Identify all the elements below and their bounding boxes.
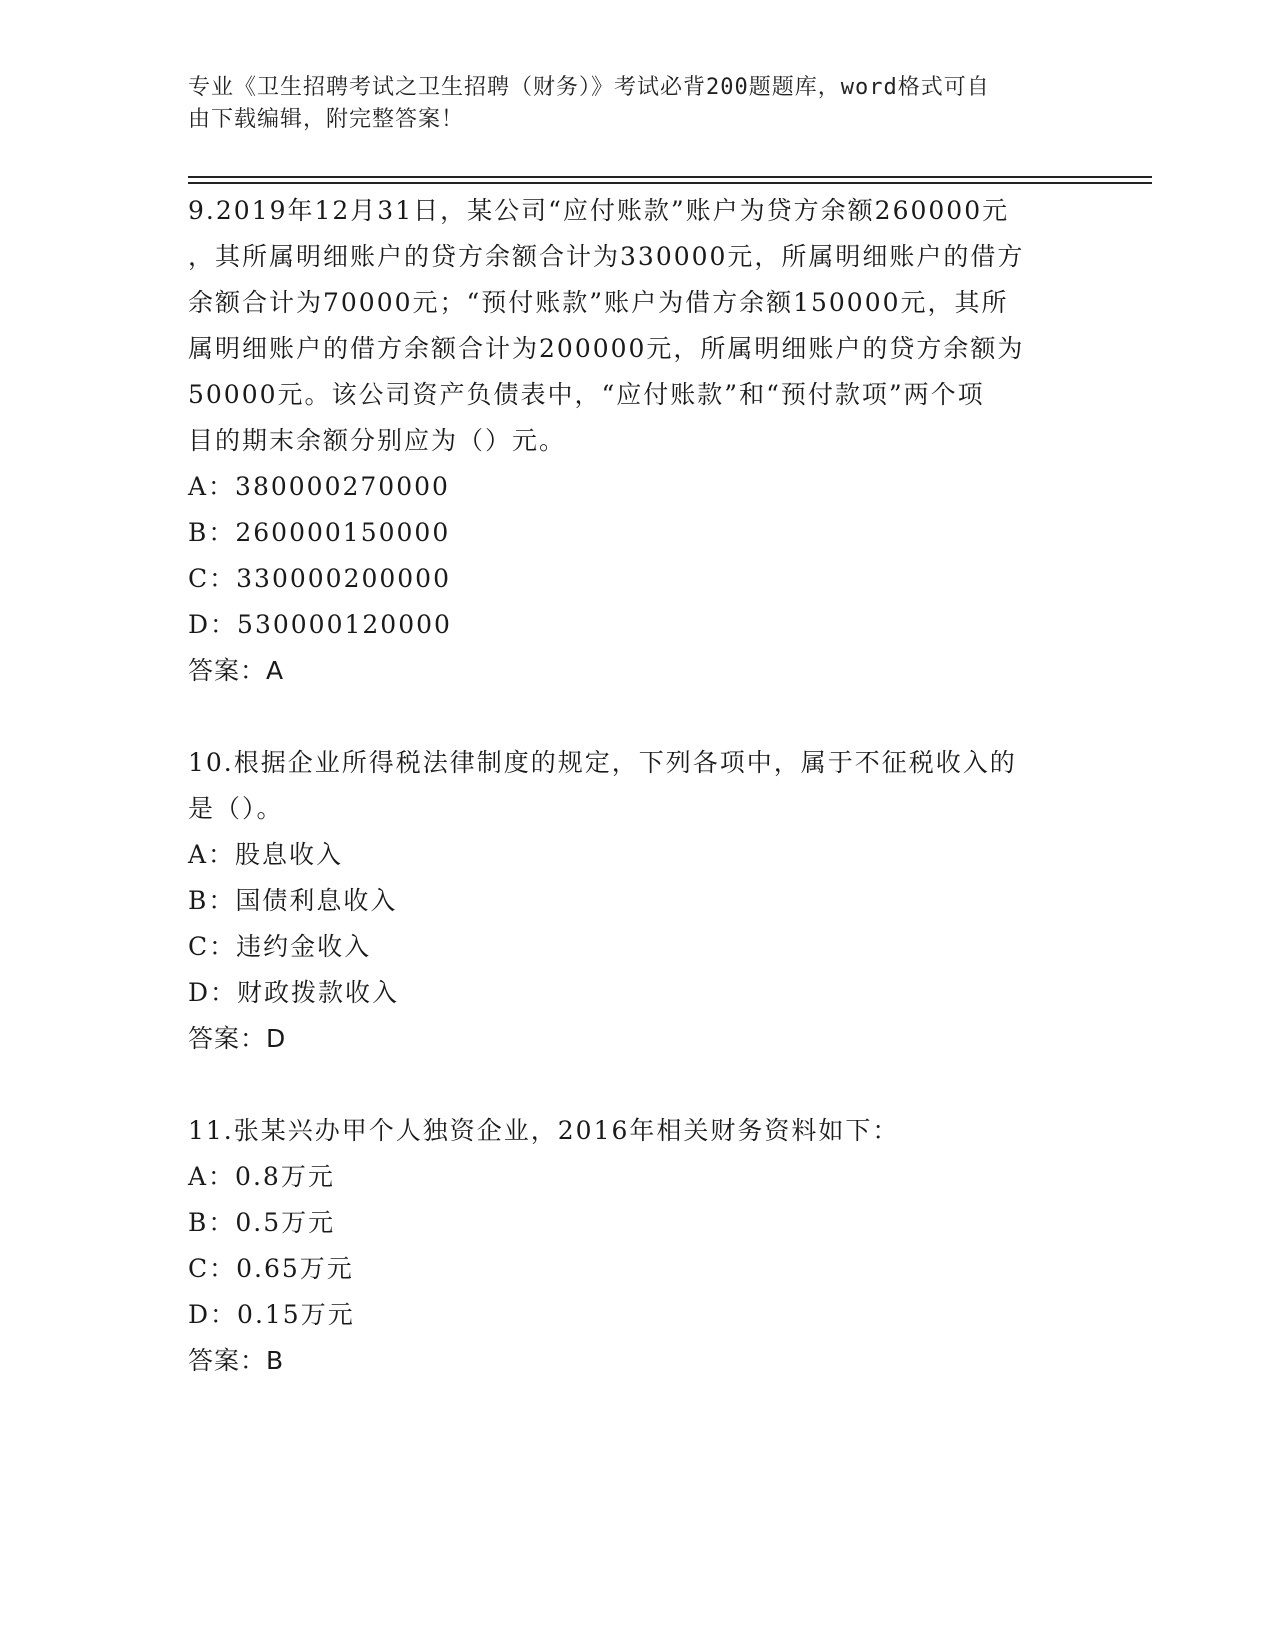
option-a: A：0.8万元: [188, 1162, 335, 1191]
option-c: C：330000200000: [188, 564, 451, 593]
question-text-line: ，其所属明细账户的贷方余额合计为330000元，所属明细账户的借方: [188, 242, 1025, 271]
document-header: [188, 72, 1068, 136]
answer-line: 答案：A: [188, 656, 285, 685]
question-9: [188, 188, 1088, 694]
question-text-line: 10.根据企业所得税法律制度的规定，下列各项中，属于不征税收入的: [188, 748, 1017, 777]
question-list: [188, 188, 1088, 1384]
option-d: D：530000120000: [188, 610, 452, 639]
question-text-line: 目的期末余额分别应为（）元。: [188, 426, 567, 455]
answer-line: 答案：B: [188, 1346, 285, 1375]
option-a: A：380000270000: [188, 472, 450, 501]
header-divider-bottom: [188, 182, 1152, 184]
question-text-line: 余额合计为70000元；“预付账款”账户为借方余额150000元，其所: [188, 288, 1009, 317]
option-c: C：0.65万元: [188, 1254, 354, 1283]
question-11: [188, 1108, 1088, 1384]
question-text-line: 是（）。: [188, 794, 284, 823]
option-b: B：0.5万元: [188, 1208, 336, 1237]
option-b: B：国债利息收入: [188, 886, 398, 915]
option-a: A：股息收入: [188, 840, 344, 869]
option-d: D：财政拨款收入: [188, 978, 400, 1007]
option-b: B：260000150000: [188, 518, 451, 547]
header-line-2: 由下载编辑，附完整答案！: [188, 107, 465, 132]
question-10: [188, 740, 1088, 1062]
header-line-1: 专业《卫生招聘考试之卫生招聘（财务）》考试必背200题题库，word格式可自: [188, 75, 990, 100]
option-d: D：0.15万元: [188, 1300, 355, 1329]
question-text-line: 11.张某兴办甲个人独资企业，2016年相关财务资料如下：: [188, 1116, 900, 1145]
answer-line: 答案：D: [188, 1024, 287, 1053]
question-text-line: 9.2019年12月31日，某公司“应付账款”账户为贷方余额260000元: [188, 196, 1010, 225]
question-text-line: 50000元。该公司资产负债表中，“应付账款”和“预付款项”两个项: [188, 380, 985, 409]
spacer: [188, 1062, 1088, 1108]
spacer: [188, 694, 1088, 740]
header-divider-top: [188, 176, 1152, 178]
question-text-line: 属明细账户的借方余额合计为200000元，所属明细账户的贷方余额为: [188, 334, 1025, 363]
option-c: C：违约金收入: [188, 932, 372, 961]
